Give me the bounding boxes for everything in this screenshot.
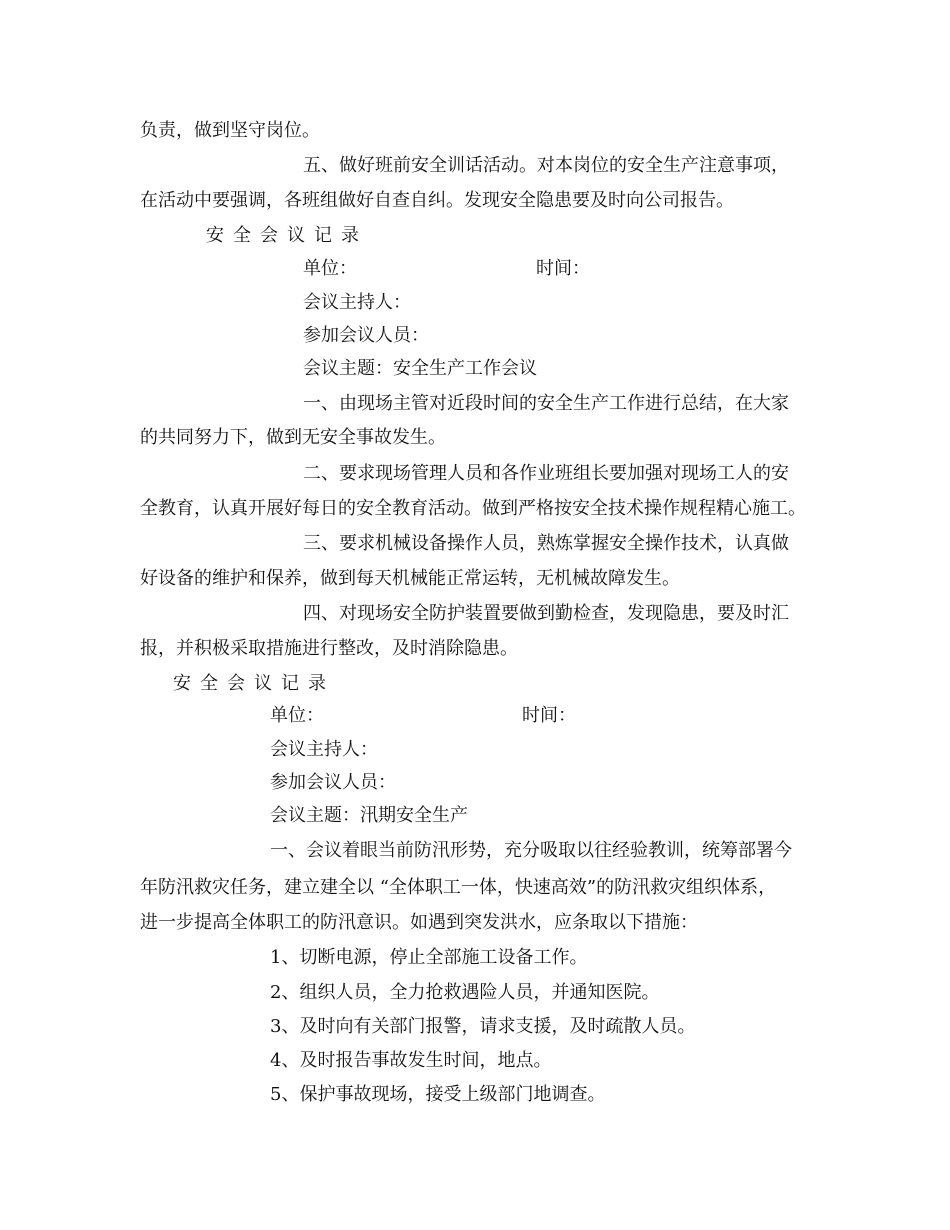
measure-item: 2、组织人员，全力抢救遇险人员，并通知医院。	[270, 982, 660, 1003]
measure-item: 5、保护事故现场，接受上级部门地调查。	[270, 1084, 606, 1105]
paragraph-line: 二、要求现场管理人员和各作业班组长要加强对现场工人的安	[303, 463, 789, 484]
unit-label: 单位：	[303, 258, 357, 279]
measure-item: 1、切断电源，停止全部施工设备工作。	[270, 947, 588, 968]
time-label: 时间：	[522, 705, 576, 726]
text-line: 进一步提高全体职工的防汛意识。如遇到突发洪水，应条取以下措施：	[140, 912, 698, 933]
paragraph-line: 四、对现场安全防护装置要做到勤检查，发现隐患，要及时汇	[303, 603, 789, 624]
text-line: 负责，做到坚守岗位。	[140, 120, 320, 141]
host-label: 会议主持人：	[270, 739, 378, 760]
text-line: 全教育，认真开展好每日的安全教育活动。做到严格按安全技术操作规程精心施工。	[140, 498, 806, 519]
text-line: 报，并积极采取措施进行整改，及时消除隐患。	[140, 638, 518, 659]
meeting-topic: 会议主题：安全生产工作会议	[303, 358, 537, 379]
measure-item: 4、及时报告事故发生时间，地点。	[270, 1050, 552, 1071]
text-line: 好设备的维护和保养，做到每天机械能正常运转，无机械故障发生。	[140, 568, 680, 589]
meeting-topic: 会议主题：汛期安全生产	[270, 805, 468, 826]
section-title: 安全会议记录	[206, 225, 368, 246]
paragraph-line: 一、会议着眼当前防汛形势，充分吸取以往经验教训，统筹部署今	[270, 840, 792, 861]
attendees-label: 参加会议人员：	[303, 325, 429, 346]
section-title: 安全会议记录	[173, 673, 335, 694]
paragraph-line: 一、由现场主管对近段时间的安全生产工作进行总结，在大家	[303, 393, 789, 414]
paragraph-line: 五、做好班前安全训话活动。对本岗位的安全生产注意事项，	[303, 155, 789, 176]
time-label: 时间：	[536, 258, 590, 279]
text-line: 在活动中要强调，各班组做好自查自纠。发现安全隐患要及时向公司报告。	[140, 190, 734, 211]
host-label: 会议主持人：	[303, 292, 411, 313]
paragraph-line: 三、要求机械设备操作人员，熟炼掌握安全操作技术，认真做	[303, 533, 789, 554]
unit-label: 单位：	[270, 705, 324, 726]
measure-item: 3、及时向有关部门报警，请求支援，及时疏散人员。	[270, 1016, 696, 1037]
text-line: 的共同努力下，做到无安全事故发生。	[140, 427, 446, 448]
attendees-label: 参加会议人员：	[270, 772, 396, 793]
text-line: 年防汛救灾任务，建立建全以 “全体职工一体，快速高效”的防汛救灾组织体系，	[140, 877, 777, 898]
